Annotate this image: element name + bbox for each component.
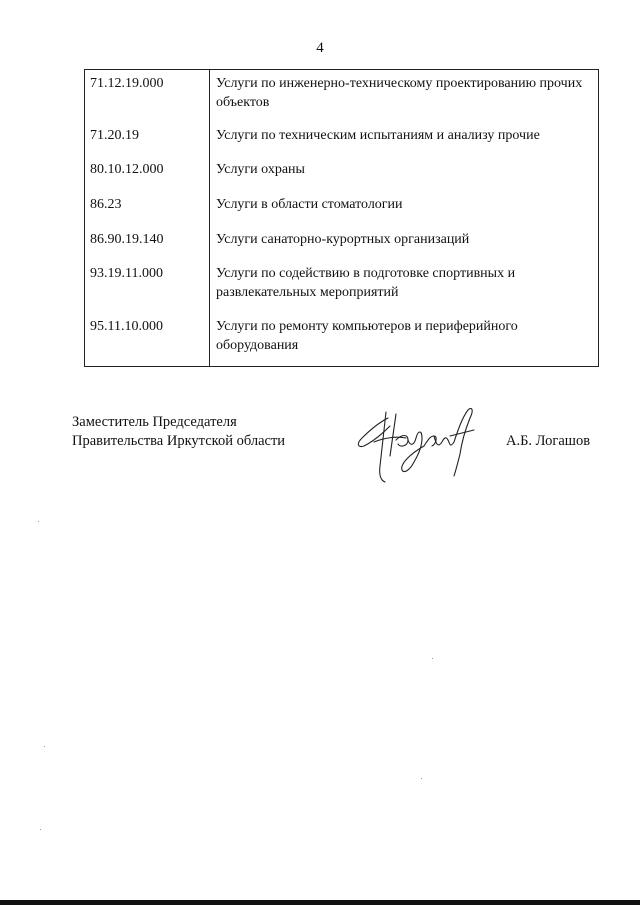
row-code: 93.19.11.000 xyxy=(90,266,163,281)
scan-speck xyxy=(40,829,41,830)
position-line-2: Правительства Иркутской области xyxy=(72,433,286,449)
row-description: Услуги по инженерно-техническому проектированию прочих объектов xyxy=(216,76,583,110)
okpd-codes-table xyxy=(84,69,599,367)
row-code: 80.10.12.000 xyxy=(90,162,164,177)
page-number: 4 xyxy=(316,40,324,56)
scan-speck xyxy=(38,521,39,522)
scan-speck xyxy=(432,658,433,659)
signatory-position xyxy=(72,413,285,451)
row-code: 71.20.19 xyxy=(90,128,139,143)
row-description: Услуги по содействию в подготовке спортивных и развлекательных мероприятий xyxy=(216,266,516,300)
signer-name: А.Б. Логашов xyxy=(506,433,591,449)
row-description: Услуги охраны xyxy=(216,162,305,177)
handwritten-signature xyxy=(350,400,480,485)
scan-bottom-edge xyxy=(0,900,640,905)
row-code: 71.12.19.000 xyxy=(90,76,164,91)
row-code: 95.11.10.000 xyxy=(90,319,163,334)
scan-speck xyxy=(421,778,422,779)
row-description: Услуги в области стоматологии xyxy=(216,197,403,212)
row-code: 86.23 xyxy=(90,197,122,212)
position-line-1: Заместитель Председателя xyxy=(72,414,237,430)
scan-speck xyxy=(44,746,45,747)
column-divider xyxy=(209,70,210,366)
row-description: Услуги по техническим испытаниям и анализу прочие xyxy=(216,128,540,143)
row-description: Услуги по ремонту компьютеров и периферийного оборудования xyxy=(216,319,518,353)
row-code: 86.90.19.140 xyxy=(90,232,164,247)
row-description: Услуги санаторно-курортных организаций xyxy=(216,232,470,247)
